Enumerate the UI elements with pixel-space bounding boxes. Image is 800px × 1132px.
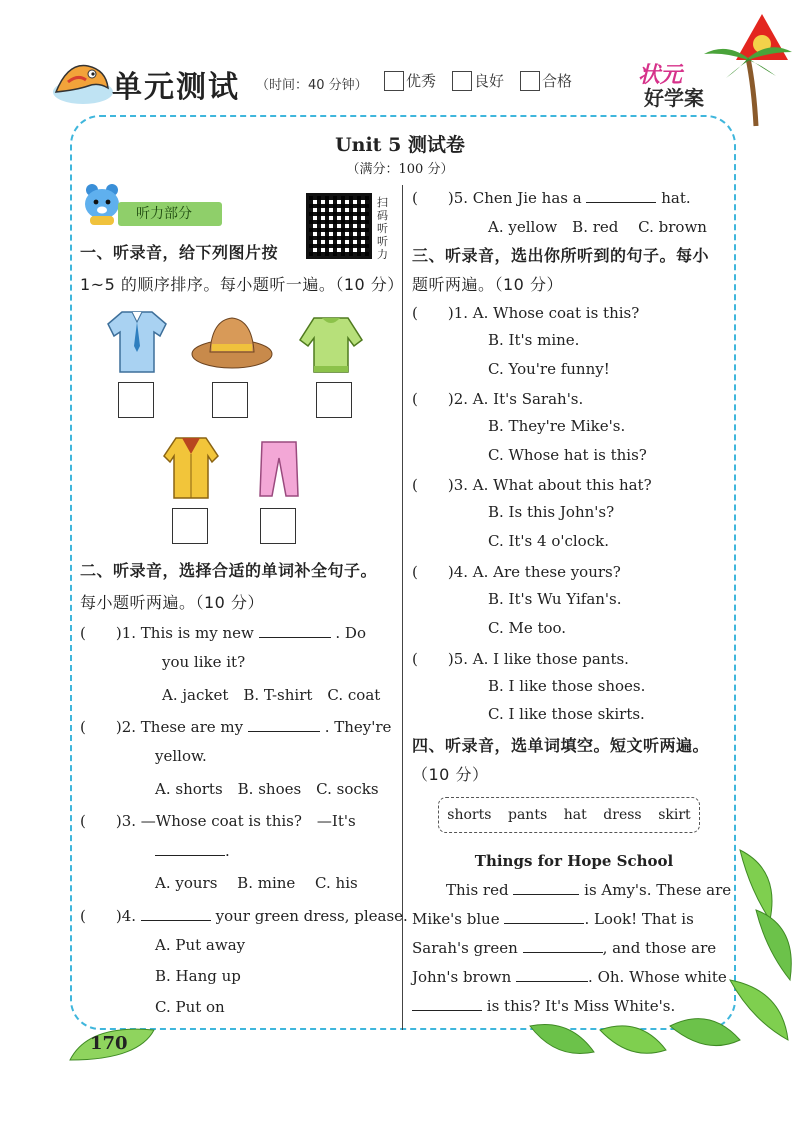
- page-header: [0, 0, 800, 115]
- word-bank: [438, 797, 700, 833]
- s3-q3: ( )3. A. What about this hat?: [412, 476, 652, 494]
- passage-title: Things for Hope School: [474, 852, 674, 870]
- s2-q1-options: A. jacket B. T-shirt C. coat: [162, 686, 381, 704]
- section4-heading: 四、听录音，选单词填空。短文听两遍。: [412, 736, 710, 755]
- s2-q4-option-a: A. Put away: [155, 936, 246, 954]
- grade-pass[interactable]: 合格: [520, 70, 572, 91]
- passage-line-5: is this? It's Miss White's.: [412, 997, 675, 1015]
- shirt-icon: [102, 306, 172, 376]
- answer-blank[interactable]: [141, 907, 211, 921]
- section2-heading: 二、听录音，选择合适的单词补全句子。: [80, 561, 378, 580]
- s3-q2-b: B. They're Mike's.: [488, 417, 626, 435]
- word-option: pants: [508, 807, 548, 823]
- word-option: hat: [563, 807, 587, 823]
- qr-code-icon[interactable]: [306, 193, 372, 259]
- listening-section-tag: 听力部分: [118, 202, 222, 226]
- s3-q3-b: B. Is this John's?: [488, 503, 615, 521]
- unit-test-title: 单元测试: [112, 70, 240, 105]
- word-option: skirt: [658, 807, 691, 823]
- s2-q2: ( )2. These are my . They're: [80, 718, 392, 736]
- answer-blank[interactable]: [412, 997, 482, 1011]
- passage-line-1: This red is Amy's. These are: [446, 881, 732, 899]
- s3-q1-c: C. You're funny!: [488, 360, 610, 378]
- s3-q5-b: B. I like those shoes.: [488, 677, 646, 695]
- s3-q4-c: C. Me too.: [488, 619, 567, 637]
- passage-line-4: John's brown . Oh. Whose white: [412, 968, 727, 986]
- sweater-icon: [296, 310, 366, 376]
- s3-q1: ( )1. A. Whose coat is this?: [412, 304, 640, 322]
- s2-q4-option-c: C. Put on: [155, 998, 225, 1016]
- answer-box[interactable]: [316, 382, 352, 418]
- s2-q4-option-b: B. Hang up: [155, 967, 241, 985]
- section4-heading-cont: （10 分）: [412, 765, 489, 784]
- s3-q4: ( )4. A. Are these yours?: [412, 563, 621, 581]
- section3-heading: 三、听录音，选出你所听到的句子。每小: [412, 246, 710, 265]
- time-limit: （时间：40 分钟）: [256, 78, 368, 93]
- grade-good[interactable]: 良好: [452, 70, 504, 91]
- grade-excellent[interactable]: 优秀: [384, 70, 436, 91]
- s2-q3: ( )3. —Whose coat is this? —It's: [80, 812, 356, 830]
- answer-box[interactable]: [172, 508, 208, 544]
- s3-q5-c: C. I like those skirts.: [488, 705, 645, 723]
- section2-heading-cont: 每小题听两遍。（10 分）: [80, 593, 264, 612]
- s3-q5: ( )5. A. I like those pants.: [412, 650, 629, 668]
- leaves-decoration-icon: [520, 830, 800, 1070]
- answer-blank[interactable]: [248, 718, 320, 732]
- brand-top-text: 状元: [638, 63, 683, 88]
- paper-title: Unit 5 测试卷: [335, 134, 465, 156]
- s3-q1-b: B. It's mine.: [488, 331, 580, 349]
- s3-q3-c: C. It's 4 o'clock.: [488, 532, 609, 550]
- s3-q4-b: B. It's Wu Yifan's.: [488, 590, 622, 608]
- s2-q3-cont: .: [155, 842, 230, 860]
- answer-blank[interactable]: [155, 842, 225, 856]
- full-score: （满分：100 分）: [346, 162, 454, 177]
- grade-checkbox[interactable]: [452, 71, 472, 91]
- grade-checkbox[interactable]: [520, 71, 540, 91]
- qr-caption: 扫码听听力: [377, 196, 388, 261]
- bear-icon: [82, 182, 122, 226]
- coat-icon: [160, 432, 222, 502]
- s2-q3-options: A. yours B. mine C. his: [155, 874, 358, 892]
- answer-blank[interactable]: [259, 624, 331, 638]
- passage-line-3: Sarah's green , and those are: [412, 939, 717, 957]
- answer-box[interactable]: [212, 382, 248, 418]
- s2-q2-options: A. shorts B. shoes C. socks: [155, 780, 379, 798]
- section3-heading-cont: 题听两遍。（10 分）: [412, 275, 563, 294]
- s3-q2-c: C. Whose hat is this?: [488, 446, 647, 464]
- cowboy-hat-icon: [190, 310, 274, 372]
- s2-q5: ( )5. Chen Jie has a hat.: [412, 189, 691, 207]
- s2-q1: ( )1. This is my new . Do: [80, 624, 366, 642]
- answer-blank[interactable]: [586, 189, 656, 203]
- word-option: shorts: [447, 807, 492, 823]
- passage-line-2: Mike's blue . Look! That is: [412, 910, 694, 928]
- s2-q1-cont: you like it?: [162, 653, 246, 671]
- column-divider: [402, 185, 403, 1030]
- grade-checkbox[interactable]: [384, 71, 404, 91]
- brand-logo: [626, 52, 796, 122]
- page-number: 170: [90, 1033, 128, 1054]
- word-option: dress: [603, 807, 642, 823]
- s3-q2: ( )2. A. It's Sarah's.: [412, 390, 584, 408]
- brand-bottom-text: 好学案: [644, 86, 704, 110]
- s2-q2-cont: yellow.: [155, 747, 207, 765]
- cartoon-mascot-icon: [48, 52, 118, 110]
- s2-q4: ( )4. your green dress, please.: [80, 907, 408, 925]
- section1-heading-cont: 1~5 的顺序排序。每小题听一遍。（10 分）: [80, 275, 404, 294]
- answer-box[interactable]: [118, 382, 154, 418]
- section1-heading: 一、听录音，给下列图片按: [80, 243, 279, 262]
- answer-box[interactable]: [260, 508, 296, 544]
- s2-q5-options: A. yellow B. red C. brown: [488, 218, 707, 236]
- pants-icon: [252, 438, 306, 500]
